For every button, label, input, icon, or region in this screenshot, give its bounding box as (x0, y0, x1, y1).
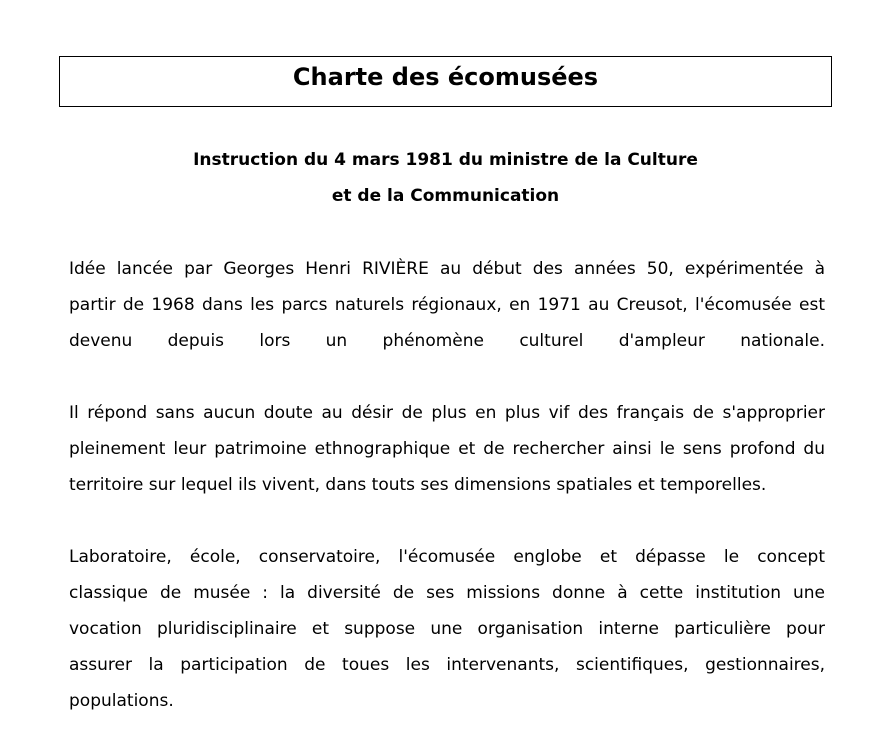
subtitle-line-2: et de la Communication (331, 186, 560, 206)
paragraph-line: Idée lancée par Georges Henri RIVIÈRE au début des années 50, expérimentée à (69, 259, 825, 279)
paragraph-line: classique de musée : la diversité de ses missions donne à cette institution une (69, 583, 825, 603)
title-box (59, 56, 832, 107)
paragraph-line: devenu depuis lors un phénomène culturel d'ampleur nationale. (69, 331, 825, 351)
paragraph-line: Il répond sans aucun doute au désir de plus en plus vif des français de s'approprier (69, 403, 825, 423)
document-subtitle (59, 142, 832, 214)
paragraph-line: Laboratoire, école, conservatoire, l'écomusée englobe et dépasse le concept (69, 547, 825, 567)
paragraph-line: pleinement leur patrimoine ethnographique et de rechercher ainsi le sens profond du (69, 439, 825, 459)
paragraph-line: partir de 1968 dans les parcs naturels régionaux, en 1971 au Creusot, l'écomusée est (69, 295, 825, 315)
paragraph-line: assurer la participation de toues les intervenants, scientifiques, gestionnaires, (69, 655, 825, 675)
paragraph-line: populations. (69, 691, 174, 711)
document-title: Charte des écomusées (292, 63, 599, 91)
paragraph-1 (69, 251, 825, 359)
paragraph-line: territoire sur lequel ils vivent, dans touts ses dimensions spatiales et temporelles. (69, 475, 767, 495)
subtitle-line-1: Instruction du 4 mars 1981 du ministre de la Culture (193, 150, 698, 170)
paragraph-line: vocation pluridisciplinaire et suppose une organisation interne particulière pour (69, 619, 825, 639)
paragraph-3 (69, 539, 825, 719)
paragraph-2 (69, 395, 825, 503)
